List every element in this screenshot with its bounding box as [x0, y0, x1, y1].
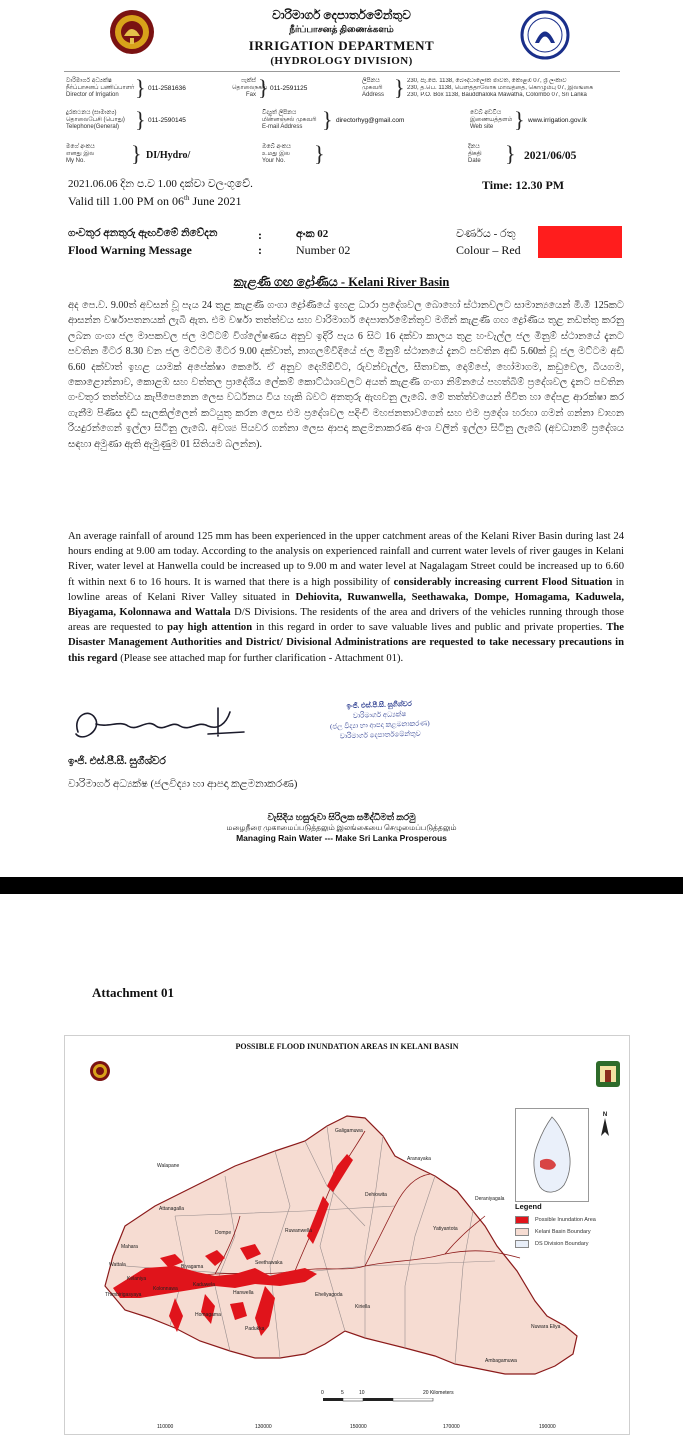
body-en-bold-3: pay high attention — [167, 622, 253, 634]
director-label-si: වාරිමාර්ග අධ්‍යක්ෂ — [66, 78, 112, 84]
place-label: Ambagamuwa — [485, 1358, 517, 1364]
validity-en-sup: th — [184, 194, 190, 202]
my-no-label-ta: எனது இல — [66, 151, 95, 157]
warning-colour-si: වර්ණය - රතු — [456, 228, 516, 240]
date-label-si: දිනය — [468, 144, 480, 150]
brace: } — [394, 75, 405, 100]
warning-number-en: Number 02 — [296, 243, 351, 257]
date-label-ta: திகதி — [468, 151, 482, 157]
north-arrow — [600, 1112, 610, 1143]
brace: } — [514, 107, 525, 132]
place-label: Ruwanwella — [285, 1228, 312, 1234]
flood-map — [64, 1035, 630, 1435]
map-x-tick: 150000 — [350, 1424, 367, 1430]
kelani-basin-boundary — [105, 1116, 577, 1374]
official-stamp — [299, 697, 461, 759]
body-en-text-5: (Please see attached map for further clarification - Attachment 01). — [117, 652, 404, 664]
place-label: Eheliyagoda — [315, 1292, 343, 1298]
my-no-label-si: මගේ අංකය — [66, 144, 95, 150]
place-label: Kolonnawa — [153, 1286, 178, 1292]
footer-ta: மழைநீரை முகாமைப்படுத்தலும் இலங்கையை செழுமைப்படுத்தலும் — [226, 823, 457, 832]
body-en-text-2: in lowline areas of Kelani River Valley situated in — [68, 576, 625, 603]
place-label: Dehiowita — [365, 1192, 387, 1198]
body-en-text-4: in this regard in order to save valuable lives and public and private properties. — [252, 622, 607, 634]
my-no-label — [66, 144, 106, 165]
body-en-bold-4: The Disaster Management Authorities and District/ Divisional Administrations are requested to take necessary precautions in this regard — [68, 622, 624, 664]
telephone-label — [66, 110, 136, 131]
map-x-tick: 130000 — [255, 1424, 272, 1430]
director-label-en: Director of Irrigation — [66, 92, 119, 98]
scale-tick: 5 — [341, 1390, 344, 1396]
basin-title — [0, 275, 683, 290]
validity-en-suffix: June 2021 — [189, 194, 242, 208]
map-legend — [515, 1202, 623, 1252]
web-label — [470, 110, 514, 131]
body-en-bold-2: Dehiovita, Ruwanwella, Seethawaka, Dompe, Homagama, Kaduwela, Biyagama, Kolonnawa and Wattala — [68, 591, 624, 619]
my-no-value: DI/Hydro/ — [146, 150, 191, 161]
email-value: directorhyg@gmail.com — [336, 117, 405, 124]
telephone-value: 011-2590145 — [148, 117, 186, 124]
validity-en — [68, 194, 241, 209]
department-seal-left — [108, 8, 156, 56]
header-subtitle: (HYDROLOGY DIVISION) — [270, 55, 413, 67]
body-en-text-1: An average rainfall of around 125 mm has been experienced in the upper catchment areas of the Kelani River Basin during last 24 hours ending at 9.00 am today. According to the analysis on experienced rainfall and current water levels of river gauges in Kelani River, water level at Hanwella could be increased up to 9.00 m and water level at Nagalagam Street could be increased up to 6.60 ft within next 6 to 16 hours. It is warned that there is a high possibility of — [68, 531, 624, 588]
place-label: Yatiyantota — [433, 1226, 458, 1232]
address-label — [362, 78, 392, 99]
place-label: Seethawaka — [255, 1260, 283, 1266]
page-separator — [0, 877, 683, 894]
place-label: Kelaniya — [127, 1276, 147, 1282]
legend-swatch — [515, 1240, 529, 1248]
signatory-name-si: ඉංජි. එස්.පී.සී. සුගීශ්වර — [68, 756, 166, 767]
place-label: Biyagama — [181, 1264, 204, 1270]
place-label: Walapane — [157, 1163, 180, 1169]
header-title-en: IRRIGATION DEPARTMENT — [248, 38, 435, 53]
basin-title-si: කැළණි ගඟ ද්‍රෝණිය — [233, 275, 338, 289]
brace: } — [322, 107, 333, 132]
your-no-label-si: ඔබේ අංකය — [262, 144, 291, 150]
warning-colon-1: : — [258, 228, 262, 242]
telephone-label-si: දුරකථනය (සාමාන්‍ය) — [66, 110, 117, 116]
address-label-en: Address — [362, 92, 385, 98]
legend-item-inundation — [515, 1216, 623, 1224]
scale-tick: 0 — [321, 1390, 324, 1396]
place-label: Thimbirigasyaya — [105, 1292, 142, 1298]
body-sinhala: අද පෙ.ව. 9.00ත් අවසන් වූ පැය 24 තුළ කැළණි ගංගා ද්‍රෝණියේ ඉහළ ධාරා ප්‍රදේශවල බොහෝ ස්ථානවලට සාමාන්‍යයෙන් මි.මී 125කට ආසන්න වර්ෂාපතනයක් ලැබී ඇත. එම වර්ෂා තත්ත්වය සහ වාරිමාර්ග දෙපාර්තමේන්තුව මගින් කැළණි ගඟ ද්‍රෝණිය තුළ නඩත්තු කරනු ලබන ගංගා ජල මාපකවල ජල මට්ටම් විශ්ලේෂණය අනුව ඉදිරි පැය 6 සිට 16 දක්වා කාලය තුළ හංවැල්ල ජල මිනුම් ස්ථානයේ දැනට පවතින මීටර 8.30 වන ජල මට්ටම මීටර 9.00 දක්වාත්, නාගලම්වීදියේ ජල මිනුම් ස්ථානයේ දැනට පවතින අඩි 5.60ක් වූ ජල මට්ටම අඩි 6.60 දක්වාත් ඉහළ යාමක් අපේක්ෂා කෙරේ. ඒ අනුව දෙහිඕවිට, රුවන්වැල්ල, සීතාවක, දොම්පේ, හෝමාගම, කඩුවෙල, බියගම, කොළොන්නාව, කොළඹ සහ වත්තල ප්‍රාදේශීය ලේකම් කොට්ඨාශවලට අයත් කැළණි ගංගා නිම්නයේ පහත්බිම් ප්‍රදේශවල දැනට පවතින ගංවතුර තත්ත්වය කැපීපෙනෙන ලෙස වර්ධනය විය හැකි බවට අනතුරු ඇඟවනු ලැබේ. මේ තත්ත්වයෙන් ජීවිත හා දේපළ ආරක්ෂා කර ගැනීම පිණිස දැඩි සැලකිල්ලෙන් කටයුතු කරන ලෙස එම ප්‍රදේශවල පදිංචි මහජනතාවගෙන් සහ එම ප්‍රදේශ හරහා ගමන් ගන්නා වාහන රියදුරන්ගෙන් ඉල්ලා සිටිනු ලැබේ. අවශ්‍ය පියවර ගන්නා ලෙස ආපදා කළමනාකරණ අංශ වලින් ඉල්ලා සිටිනු ලැබේ (අවධානම් ප්‍රදේශය සඳහා අමුණා ඇති ඇමුණුම 01 සිතියම බලන්න). — [68, 300, 624, 450]
north-label: N — [602, 1112, 608, 1118]
map-x-tick: 110000 — [157, 1424, 174, 1430]
header-rule — [64, 71, 620, 72]
map-x-tick: 170000 — [443, 1424, 460, 1430]
stamp-line-3: (ජල විද්‍යා හා ආපදා කළමනාකරණ) — [329, 719, 430, 731]
email-label — [262, 110, 322, 131]
place-label: Dompe — [215, 1230, 232, 1236]
legend-label: DS Division Boundary — [535, 1241, 589, 1247]
validity-en-prefix: Valid till 1.00 PM on 06 — [68, 194, 185, 208]
email-label-en: E-mail Address — [262, 124, 303, 130]
body-en-text-3: D/S Divisions. The residents of the area and drivers of the vehicles running through those areas are requested to — [68, 607, 624, 634]
brace: } — [135, 75, 146, 100]
director-label-ta: நீர்ப்பாசனப் பணிப்பாளர் — [66, 85, 135, 91]
header-title-si: වාරිමාර්ග දෙපාර්තමේන්තුව — [272, 8, 411, 22]
director-label — [66, 78, 136, 99]
warning-colour-swatch — [538, 226, 622, 258]
telephone-label-ta: தொலைபேசி (பொது) — [66, 117, 125, 123]
address-line-2: 230, த.பெ. 1138, பௌத்தாலோக மாவத்தை, கொழும்பு 07, இலங்கை — [407, 85, 594, 91]
fax-label-en: Fax — [245, 92, 256, 98]
stamp-line-2: වාරිමාර්ග අධ්‍යක්ෂ — [352, 710, 407, 720]
your-no-label-en: Your No. — [262, 158, 286, 164]
footer-en: Managing Rain Water --- Make Sri Lanka Prosperous — [236, 833, 447, 843]
handwritten-signature — [68, 702, 248, 746]
my-no-label-en: My No. — [66, 158, 86, 164]
map-x-tick: 190000 — [539, 1424, 556, 1430]
address-label-si: ලිපිනය — [362, 78, 380, 84]
warning-colour-en: Colour – Red — [456, 243, 521, 257]
brace: } — [505, 141, 516, 166]
date-value: 2021/06/05 — [524, 150, 577, 162]
place-label: Homagama — [195, 1312, 221, 1318]
sri-lanka-inset — [515, 1108, 589, 1202]
brace: } — [258, 75, 269, 100]
scale-tick: 10 — [359, 1390, 365, 1396]
body-english — [68, 529, 624, 666]
web-label-si: වෙබ් අඩවිය — [470, 110, 502, 116]
fax-label-si: ෆැක්ස් — [241, 78, 256, 84]
scale-bar — [321, 1390, 454, 1410]
place-label: Attanagalla — [159, 1206, 185, 1212]
legend-label: Kelani Basin Boundary — [535, 1229, 591, 1235]
fax-value: 011-2591125 — [270, 85, 308, 92]
address-line-3: 230, P.O. Box 1138, Bauddhaloka Mawatha, Colombo 07, Sri Lanka — [407, 92, 587, 98]
address-value — [407, 78, 622, 99]
department-logo-right — [520, 10, 570, 60]
your-no-label-ta: உமது இல — [262, 151, 290, 157]
place-label: Hanwella — [233, 1290, 254, 1296]
legend-swatch — [515, 1228, 529, 1236]
scale-tick: 20 Kilometers — [423, 1390, 454, 1396]
validity-si: 2021.06.06 දින ප.ව 1.00 දක්වා වලංගුවේ. — [68, 178, 253, 190]
fax-label — [232, 78, 268, 99]
basin-title-en: Kelani River Basin — [348, 275, 450, 289]
email-label-si: විද්‍යුත් ලිපිනය — [262, 110, 297, 116]
date-label-en: Date — [468, 158, 481, 164]
legend-item-basin — [515, 1228, 623, 1236]
director-phone: 011-2581636 — [148, 85, 186, 92]
footer-si: වැසිදිය හසුරුවා සිරිලක සමිද්ධිමත් කරමු — [267, 812, 416, 822]
place-label: Wattala — [109, 1262, 126, 1268]
warning-title-en: Flood Warning Message — [68, 243, 192, 257]
web-label-ta: இணையத்தளம் — [470, 117, 513, 123]
place-label: Aranayaka — [407, 1156, 431, 1162]
place-label: Kiriella — [355, 1304, 371, 1310]
address-label-ta: முகவரி — [362, 85, 383, 91]
place-label: Kaduwela — [193, 1282, 215, 1288]
web-label-en: Web site — [470, 124, 494, 130]
your-no-label — [262, 144, 302, 165]
legend-title: Legend — [515, 1202, 542, 1211]
stamp-line-4: වාරිමාර්ග දෙපාර්තමේන්තුව — [339, 729, 421, 741]
header-title-ta: நீர்ப்பாசனத் திணைக்களம் — [289, 24, 394, 34]
place-label: Galigamuwa — [335, 1128, 363, 1134]
brace: } — [131, 141, 142, 166]
email-label-ta: மின்னஞ்சல் முகவரி — [262, 117, 317, 123]
brace: } — [135, 107, 146, 132]
warning-colon-2: : — [258, 243, 262, 257]
issue-time: Time: 12.30 PM — [482, 178, 565, 192]
body-en-bold-1: considerably increasing current Flood Situation — [393, 576, 613, 588]
place-label: Deraniyagala — [475, 1196, 505, 1202]
place-label: Mahara — [121, 1244, 138, 1250]
fax-label-ta: தொலைநகல் — [232, 85, 268, 91]
warning-title-si: ගංවතුර අනතුරු ඇඟවීමේ නිවේදන — [68, 228, 218, 239]
place-label: Nuwara Eliya — [531, 1324, 561, 1330]
map-title: POSSIBLE FLOOD INUNDATION AREAS IN KELANI BASIN — [235, 1042, 459, 1051]
legend-swatch — [515, 1216, 529, 1224]
telephone-label-en: Telephone(General) — [66, 124, 120, 130]
basin-title-sep: - — [337, 275, 349, 289]
address-line-1: 230, පැ.පෙ. 1138, බෞද්ධාලෝක මාවත, කොළඹ 07, ශ්‍රී ලංකාව — [407, 78, 567, 84]
signatory-title-si: වාරිමාර්ග අධ්‍යක්ෂ (ජලවිද්‍යා හා ආපදා කළමනාකරණ) — [68, 779, 298, 790]
web-value: www.irrigation.gov.lk — [528, 117, 587, 124]
place-label: Padukka — [245, 1326, 265, 1332]
footer — [0, 812, 683, 844]
date-label — [468, 144, 500, 165]
brace: } — [314, 141, 325, 166]
attachment-label: Attachment 01 — [92, 985, 174, 1000]
warning-number-si: අංක 02 — [296, 228, 329, 240]
legend-item-ds — [515, 1240, 623, 1248]
stamp-line-1: ඉංජි. එස්.පී.සී. සුගීශ්වර — [346, 699, 412, 711]
legend-label: Possible Inundation Area — [535, 1217, 596, 1223]
